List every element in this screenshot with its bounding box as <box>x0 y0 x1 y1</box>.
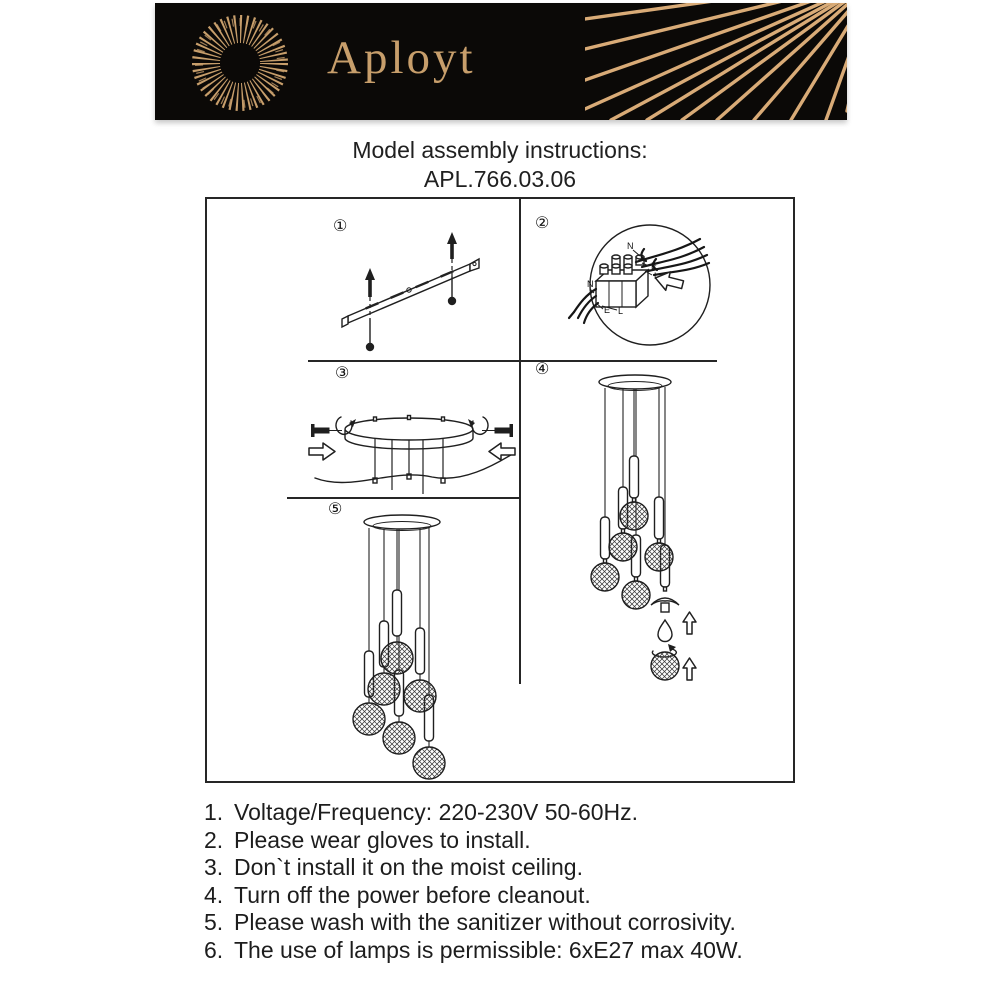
list-item: 6. The use of lamps is permissible: 6xE27 max 40W. <box>204 936 743 963</box>
wire-label-n-in: N <box>627 241 634 251</box>
horizontal-divider-2 <box>287 497 519 499</box>
list-item: 5. Please wash with the sanitizer without corrosivity. <box>204 909 736 936</box>
list-item: 4. Turn off the power before cleanout. <box>204 881 591 908</box>
exploded-assembly <box>651 598 696 680</box>
step1-bracket-diagram <box>302 224 512 359</box>
detached-sphere <box>651 652 679 680</box>
sunburst-logo-icon <box>180 8 300 118</box>
push-arrow-right <box>489 443 515 460</box>
outgoing-wires <box>569 289 598 323</box>
up-arrow-bulb <box>683 612 696 634</box>
step2-wiring-diagram <box>532 219 782 364</box>
wire-label-l-out: L <box>618 306 624 316</box>
socket-collar <box>661 603 669 612</box>
screw-right-assembly <box>468 417 515 460</box>
push-arrow-left <box>309 443 335 460</box>
ceiling-plate <box>599 375 671 391</box>
ceiling-canopy <box>315 416 514 495</box>
screw-left-assembly <box>309 417 356 460</box>
step5-assembled-diagram <box>242 501 522 784</box>
wire-label-e-out: E <box>604 305 611 315</box>
brand-wordmark: Aployt <box>327 32 476 84</box>
step-5-marker: ⑤ <box>328 501 343 518</box>
wire-label-e-in: E <box>651 261 658 271</box>
brand-banner <box>155 3 847 120</box>
step-4-marker: ④ <box>535 361 550 378</box>
up-arrow-sphere <box>683 658 696 680</box>
wire-label-l-in: L <box>654 271 660 281</box>
step-2-marker: ② <box>535 215 550 232</box>
step-3-marker: ③ <box>335 365 350 382</box>
bulb <box>658 620 672 642</box>
hanging-cords <box>375 439 443 494</box>
page-title: Model assembly instructions: <box>352 137 648 163</box>
model-number: APL.766.03.06 <box>423 166 577 192</box>
step-1-marker: ① <box>333 218 348 235</box>
diagram-box <box>205 197 795 783</box>
terminal-block <box>596 255 648 307</box>
step3-canopy-diagram <box>297 374 527 494</box>
screw-right <box>447 232 457 305</box>
instruction-list <box>197 799 857 965</box>
list-item: 3. Don`t install it on the moist ceiling. <box>204 854 583 881</box>
mounting-bracket <box>342 259 479 327</box>
step4-pendant-diagram <box>522 361 792 782</box>
rays-decoration-icon <box>585 3 847 120</box>
list-item: 1. Voltage/Frequency: 220-230V 50-60Hz. <box>204 799 639 825</box>
list-item: 2. Please wear gloves to install. <box>204 826 531 853</box>
wire-label-n-out: N <box>587 279 594 289</box>
